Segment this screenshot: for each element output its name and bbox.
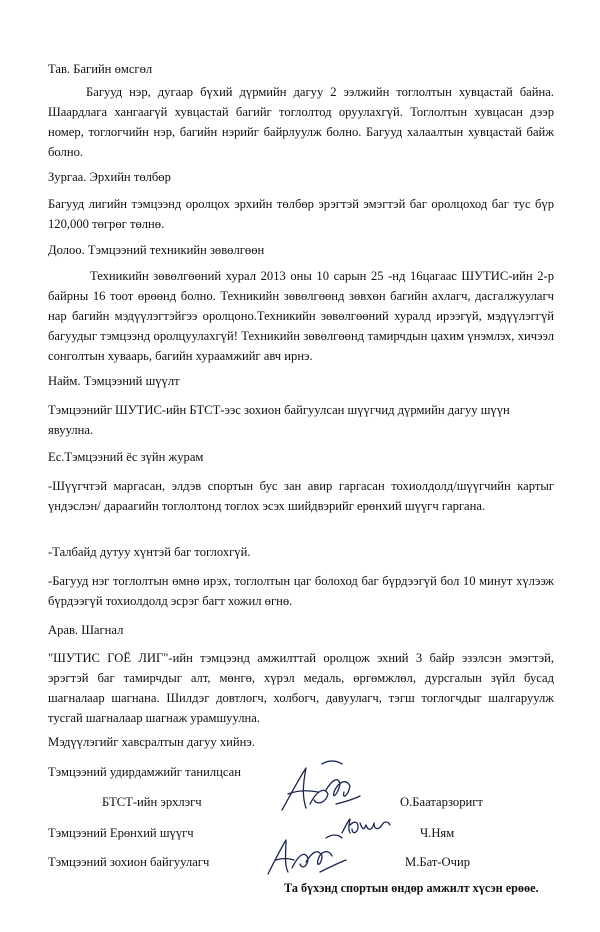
section-8-body: Тэмцээнийг ШУТИС-ийн БТСТ-ээс зохион байгуулсан шүүгчид дүрмийн дагуу шүүн явуулна.	[48, 403, 510, 437]
section-7-heading: Долоо. Тэмцээний техникийн зөвөлгөөн	[48, 243, 265, 257]
section-10-body: "ШУТИС ГОЁ ЛИГ"-ийн тэмцээнд амжилттай оролцож эхний 3 байр эзэлсэн эмэгтэй, эрэгтэй баг тамирчдыг алт, мөнгө, хүрэл медаль, өргөмжлөл, дурсгалын зүйл бусад шагналаар шагнана. Шилдэг довтлогч, холбогч, давуулагч, тэгш тоглогчдыг шалгаруулж тусгай шагналаар шагнаж урамшуулна.	[48, 651, 554, 725]
signatory-role-3: Тэмцээний зохион байгуулагч	[48, 855, 210, 869]
signatory-name-2: Ч.Ням	[420, 826, 455, 840]
section-9-rule-1: -Шүүгчтэй маргасан, элдэв спортын бус зан авир гаргасан тохиолдолд/шүүгчийн картыг үндэслэн/ дараагийн тоглолтонд тоглох эсэх шийдвэрийг ерөнхий шүүгч гаргана.	[48, 479, 554, 513]
signatory-name-1: О.Баатарзоригт	[400, 795, 483, 809]
section-5-body: Багууд нэр, дугаар бүхий дүрмийн дагуу 2 ээлжийн тоглолтын хувцастай байна. Шаардлага хангаагүй хувцастай багийг тоглолтод оруулахгүй. Тоглолтын хувцасан дээр номер, тоглогчийн нэр, багийн нэрийг байрлуулж болно. Багууд халаалтын хувцастай байж болно.	[48, 85, 554, 159]
signatory-name-3: М.Бат-Очир	[405, 855, 471, 869]
acquainted-line: Тэмцээний удирдамжийг танилцсан	[48, 765, 241, 779]
section-6-body: Багууд лигийн тэмцээнд оролцох эрхийн төлбөр эрэгтэй эмэгтэй баг оролцоход баг тус бүр 120,000 төгрөг төлнө.	[48, 197, 554, 231]
section-6-heading: Зургаа. Эрхийн төлбөр	[48, 170, 171, 184]
section-10-heading: Арав. Шагнал	[48, 623, 124, 637]
section-9-rule-3: -Багууд нэг тоглолтын өмнө ирэх, тоглолтын цаг болоход баг бүрдээгүй бол 10 минут хүлээж бүрдээгүй тохиолдолд эсрэг багт хожил өгнө.	[48, 574, 554, 608]
section-9-heading: Ес.Тэмцээний ёс зүйн журам	[48, 450, 204, 464]
closing-motto: Та бүхэнд спортын өндөр амжилт хүсэн ерөөе.	[284, 881, 539, 895]
section-7-body: Техникийн зөвөлгөөний хурал 2013 оны 10 сарын 25 -нд 16цагаас ШУТИС-ийн 2-р байрны 16 тоот өрөөнд болно. Техникийн зөвөлгөөнд зөвхөн багийн ахлагч, дасгалжуулагч нар багийн мэдүүлэгтэйгээ оролцоно.Техникийн зөвөлгөөний хуралд ирээгүй, мэдүүлэггүй багуудыг тэмцээнд оролцуулахгүй! Техникийн зөвөлгөөнд тамирчдын цахим үнэмлэх, хичээл сонголтын хуваарь, багийн хураамжийг авч ирнэ.	[48, 269, 554, 363]
signature-3	[262, 832, 352, 882]
section-5-heading: Тав. Багийн өмсгөл	[48, 62, 153, 76]
section-8-heading: Найм. Тэмцээний шүүлт	[48, 374, 180, 388]
signatory-role-2: Тэмцээний Ерөнхий шүүгч	[48, 826, 194, 840]
signature-1	[276, 760, 366, 820]
signatory-role-1: БТСТ-ийн эрхлэгч	[102, 795, 202, 809]
closing-note: Мэдүүлэгийг хавсралтын дагуу хийнэ.	[48, 735, 255, 749]
section-9-rule-2: -Талбайд дутуу хүнтэй баг тоглохгүй.	[48, 545, 251, 559]
